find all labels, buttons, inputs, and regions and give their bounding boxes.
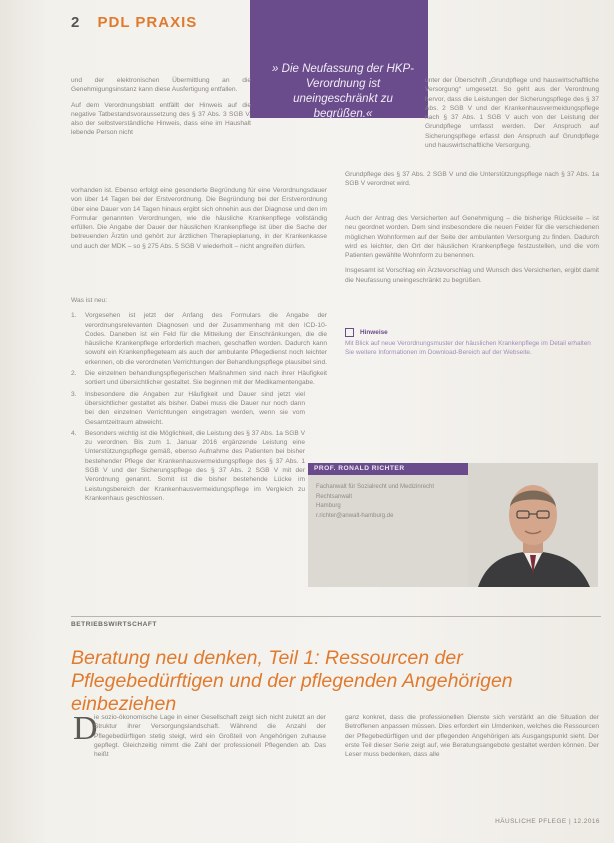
- list-text: Die einzelnen behandlungspflegerischen Maßnahmen sind nach ihrer Häufigkeit sortiert und übersichtlicher gestaltet. Sie beginnen mit der Medikamentengabe.: [85, 370, 327, 387]
- list-text: Vorgesehen ist jetzt der Anfang des Formulars die Angabe der verordnungsrelevanten Diagnosen und der Zusammenhang mit den ICD-10-Codes. Daneben ist ein Feld für die Mitteilung der Einschränkungen, die die häusliche Krankenpflege erforderlich machen, geschaffen worden. Dadurch kann sowohl ein Krankenpflegeteam als auch der ambulante Pflegedienst noch leichter erkennen, ob die verordneten Verrichtungen der Behandlungspflege plausibel sind.: [85, 312, 327, 366]
- list-number: 1.: [71, 312, 77, 320]
- author-box: [308, 463, 598, 587]
- author-line: Fachanwalt für Sozialrecht und Medizinrecht: [316, 484, 435, 490]
- page-header: [71, 14, 197, 31]
- info-icon: [345, 328, 354, 337]
- author-name: PROF. RONALD RICHTER: [308, 463, 468, 475]
- author-portrait: [468, 463, 598, 587]
- left-column-list: [71, 296, 327, 505]
- numbered-list: [71, 311, 327, 503]
- right-column-top: [425, 76, 599, 156]
- list-number: 2.: [71, 370, 77, 378]
- article-left-column: [94, 713, 326, 765]
- footnote-box: [345, 328, 591, 357]
- right-wide-paragraph: [345, 170, 599, 195]
- paragraph: ganz konkret, dass die professionellen Dienste sich verstärkt an die Situation der Betroffenen anpassen müssen. Dies erfordert ein Umdenken, welches die Ressourcen der Pflegebedürftigen und der pflegenden Angehörigen als Ausgangspunkt sieht. Der erste Teil dieser Serie zeigt auf, wie Beratungsangebote gestaltet werden können. Der Leser muss bedenken, dass alle: [345, 714, 599, 759]
- drop-cap: D: [73, 710, 98, 747]
- list-item: [71, 429, 305, 503]
- paragraph: unter der Überschrift „Grundpflege und hauswirtschaftliche Versorgung“ umgesetzt. So geht aus der Verordnung hervor, dass die Leistungen der Sicherungspflege des § 37 Abs. 2 SGB V und der Krankenhausvermeidungspflege nach § 37 Abs. 1 SGB V auch von der Leistung der Grundpflege umfasst werden. Der Anspruch auf Sicherungspflege erfasst den Anspruch auf Grundpflege und hauswirtschaftliche Versorgung.: [425, 77, 599, 150]
- list-item: [71, 390, 305, 427]
- section-title: PDL PRAXIS: [97, 14, 198, 31]
- paragraph: vorhanden ist. Ebenso erfolgt eine gesonderte Begründung für eine Verordnungsdauer von über 14 Tagen bei der Erstverordnung. Die Begründung bei der Erstverordnung über eine Dauer von 14 Tagen hinaus ergibt sich ohnehin aus der Diagnose und den im Formular genannten Verordnungen, wie die häusliche Krankenpflege vollständig erfüllen. Die Angabe der Dauer der häuslichen Krankenpflege ist über die Sache der betreuenden Ärztin und gehört zur ärztlichen Therapieplanung, in der Krankenkasse und auch der MDK – so § 275 Abs. 5 SGB V wiederholt – nicht angreifen dürfen.: [71, 187, 327, 250]
- list-number: 3.: [71, 390, 77, 398]
- author-line: Hamburg: [316, 503, 341, 509]
- section-divider: [71, 616, 601, 617]
- list-intro: Was ist neu:: [71, 297, 108, 304]
- section-label: BETRIEBSWIRTSCHAFT: [71, 621, 157, 628]
- footnote-text: Mit Blick auf neue Verordnungsmuster der häuslichen Krankenpflege im Detail erhalten Sie weitere Informationen im Download-Bereich auf der Webseite.: [345, 340, 591, 356]
- right-column-mid: [345, 214, 599, 291]
- paragraph: Auf dem Verordnungsblatt entfällt der Hinweis auf die negative Tatbestandsvoraussetzung des § 37 Abs. 3 SGB V, also der selbstverständliche Hinweis, dass eine im Haushalt lebende Person nicht: [71, 101, 251, 137]
- list-text: Insbesondere die Angaben zur Häufigkeit und Dauer sind jetzt viel übersichtlicher gestaltet als bisher. Dabei muss die Dauer nur noch dann bei den einzelnen Verrichtungen eingetragen werden, wenn sie vom Gesamtzeitraum abweicht.: [85, 390, 305, 426]
- paragraph: ie sozio-ökonomische Lage in einer Gesellschaft zeigt sich nicht zuletzt an der Struktur ihrer Versorgungslandschaft. Während die Anzahl der Pflegebedürftigen stetig steigt, wird ein Großteil von Angehörigen zuhause gepflegt. Gleichzeitig nimmt die Zahl der professionell Pflegenden ab. Das heißt: [94, 714, 326, 759]
- page-footer: HÄUSLICHE PFLEGE | 12.2016: [495, 818, 600, 825]
- list-item: [71, 369, 327, 388]
- paragraph: Auch der Antrag des Versicherten auf Genehmigung – die bisherige Rückseite – ist neu geordnet worden. Dem sind insbesondere die neuen Felder für die verschiedenen möglichen Wohnformen auf der Seite der ambulanten Versorgung zu finden. Dadurch wird es leichter, den Ort der häuslichen Krankenpflege festzustellen, und die vom Patienten gewählte Wohnform zu benennen.: [345, 215, 599, 260]
- portrait-image: [468, 463, 598, 587]
- list-number: 4.: [71, 429, 77, 437]
- list-item: [71, 311, 327, 367]
- author-details: [316, 483, 464, 521]
- left-column-top: [71, 76, 251, 144]
- paragraph: Insgesamt ist Vorschlag ein Ärztevorschlag und Wunsch des Versicherten, ergibt damit die Neufassung uneingeschränkt zu begrüßen.: [345, 267, 599, 284]
- author-line: Rechtsanwalt: [316, 493, 353, 500]
- paragraph: und der elektronischen Übermittlung an die Genehmigungsinstanz kann diese Ausfertigung entfallen.: [71, 77, 251, 94]
- pull-quote: » Die Neufassung der HKP-Verordnung ist uneingeschränkt zu begrüßen.«: [250, 0, 428, 118]
- footnote-heading: Hinweise: [360, 329, 388, 336]
- paragraph: Grundpflege des § 37 Abs. 2 SGB V und die Unterstützungspflege nach § 37 Abs. 1a SGB V verordnet wird.: [345, 171, 599, 188]
- page-number: 2: [71, 14, 81, 31]
- article-headline: Beratung neu denken, Teil 1: Ressourcen der Pflegebedürftigen und der pflegenden Angehörigen einbeziehen: [71, 647, 513, 715]
- author-email: r.richter@anwalt-hamburg.de: [316, 512, 394, 519]
- left-wide-paragraph: [71, 186, 327, 257]
- article-right-column: [345, 713, 599, 765]
- list-text: Besonders wichtig ist die Möglichkeit, die Leistung des § 37 Abs. 1a SGB V zu verordnen. Bis zum 1. Januar 2016 ergänzende Leistung eine Unterstützungspflege gemäß, ebenso Aufnahme des Patienten bei bisher bestehender Pflege der Krankenhausvermeidungspflege des § 37 Abs. 1 SGB V und der Sicherungspflege des § 37 Abs. 2 SGB V mit der Verordnung genannt. Somit ist die bisher bestehende Lücke im Leistungsbereich der Krankenhausvermeidungspflege im Vergleich zu Krankenhaus geschlossen.: [85, 429, 305, 502]
